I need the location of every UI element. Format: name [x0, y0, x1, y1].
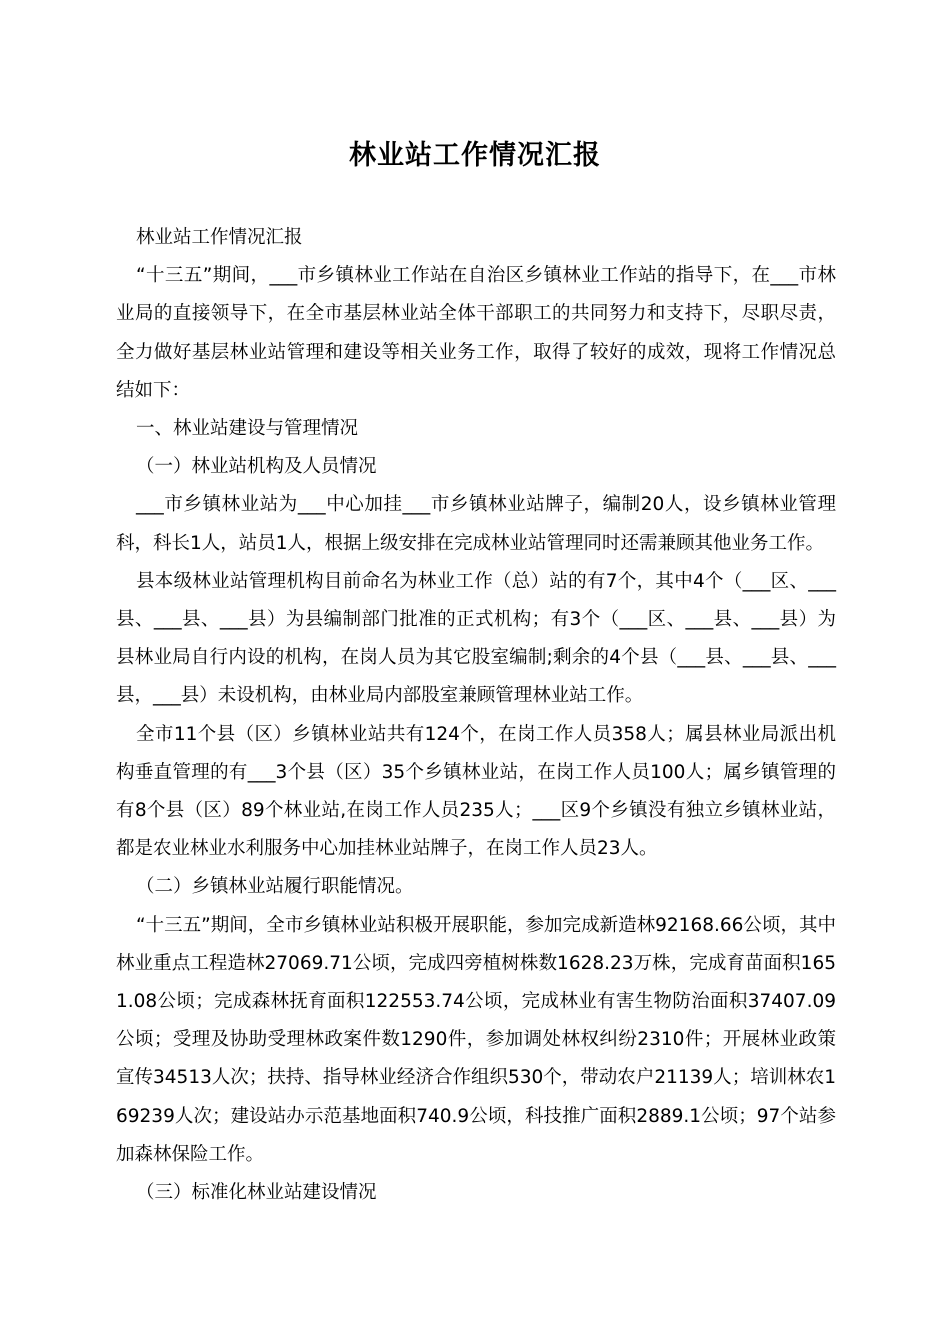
paragraph-township-stations: 全市11个县（区）乡镇林业站共有124个，在岗工作人员358人；属县林业局派出机构垂直管理的有___3个县（区）35个乡镇林业站，在岗工作人员100人；属乡镇管理的有8个县（区）89个林业站,在岗工作人员235人；___区9个乡镇没有独立乡镇林业站，都是农业林业水利服务中心加挂林业站牌子，在岗工作人员23人。 — [116, 723, 836, 860]
subsection-heading-2: （二）乡镇林业站履行职能情况。 — [136, 876, 414, 898]
paragraph-subtitle: 林业站工作情况汇报 — [136, 227, 303, 248]
document-body — [116, 219, 836, 1212]
document-title: 林业站工作情况汇报 — [349, 140, 601, 171]
subsection-heading-3: （三）标准化林业站建设情况 — [136, 1182, 377, 1204]
paragraph-functions: “十三五”期间，全市乡镇林业站积极开展职能，参加完成新造林92168.66公顷，其中林业重点工程造林27069.71公顷，完成四旁植树株数1628.23万株，完成育苗面积1651.08公顷；完成森林抚育面积122553.74公顷，完成林业有害生物防治面积37407.09公顷；受理及协助受理林政案件数1290件，参加调处林权纠纷2310件；开展林业政策宣传34513人次；扶持、指导林业经济合作组织530个，带动农户21139人；培训林农169239人次；建设站办示范基地面积740.9公顷，科技推广面积2889.1公顷；97个站参加森林保险工作。 — [116, 914, 836, 1165]
paragraph-city-station: ___市乡镇林业站为___中心加挂___市乡镇林业站牌子，编制20人，设乡镇林业管理科，科长1人，站员1人，根据上级安排在完成林业站管理同时还需兼顾其他业务工作。 — [116, 494, 836, 554]
subsection-heading-1: （一）林业站机构及人员情况 — [136, 456, 377, 478]
paragraph-county-stations: 县本级林业站管理机构目前命名为林业工作（总）站的有7个，其中4个（___区、___县、___县、___县）为县编制部门批准的正式机构；有3个（___区、___县、___县）为县林业局自行内设的机构，在岗人员为其它股室编制;剩余的4个县（___县、___县、___县，___县）未设机构，由林业局内部股室兼顾管理林业站工作。 — [116, 570, 836, 707]
section-heading-1: 一、林业站建设与管理情况 — [136, 418, 359, 440]
paragraph-intro: “十三五”期间，___市乡镇林业工作站在自治区乡镇林业工作站的指导下，在___市林业局的直接领导下，在全市基层林业站全体干部职工的共同努力和支持下，尽职尽责，全力做好基层林业站管理和建设等相关业务工作，取得了较好的成效，现将工作情况总结如下： — [116, 265, 836, 401]
